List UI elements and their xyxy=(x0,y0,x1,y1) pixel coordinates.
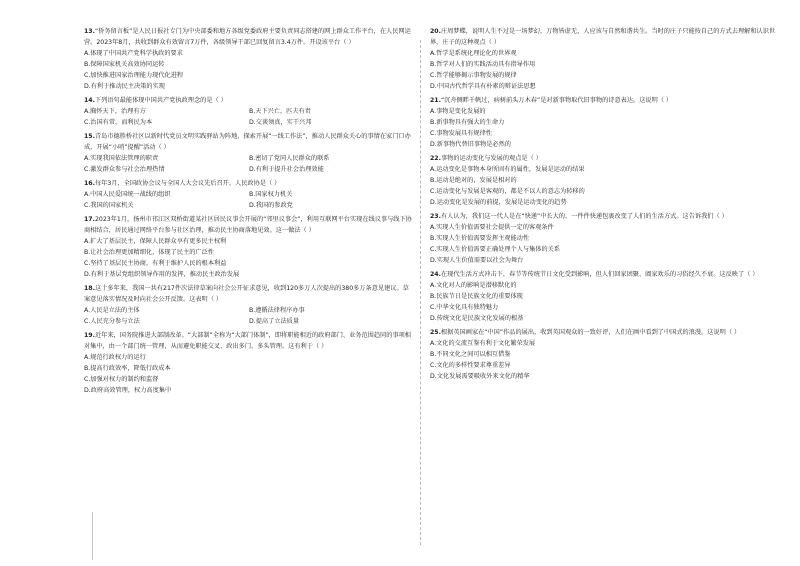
answer-option[interactable]: C.运动变化与发展是客观的，都是不以人的意志为转移的 xyxy=(430,188,585,195)
option-list xyxy=(84,305,414,327)
answer-option[interactable]: B.运动是绝对的，发展是相对的 xyxy=(430,177,517,184)
question-number: 21. xyxy=(430,97,441,104)
question-stem xyxy=(430,26,782,48)
answer-option[interactable]: D.有利于推动民主决策的实现 xyxy=(84,83,165,90)
question-stem xyxy=(84,330,414,352)
question-stem xyxy=(84,214,414,236)
question-stem xyxy=(84,178,414,189)
question-number: 24. xyxy=(430,271,441,278)
question-item xyxy=(84,95,414,128)
option-list xyxy=(84,352,414,396)
question-item xyxy=(430,211,782,266)
question-item xyxy=(84,330,414,396)
option-list xyxy=(84,48,414,92)
answer-option[interactable]: C.加强对权力的制约和监督 xyxy=(84,376,159,383)
question-text: 在现代生活方式冲击下，春节等传统节日文化受到影响，但人们回家团聚、阖家欢乐的习俗经久不衰。这反映了（ ） xyxy=(440,271,759,278)
answer-option[interactable]: B.天下兴亡，匹夫有责 xyxy=(249,108,311,115)
column-divider xyxy=(420,40,421,545)
question-number: 17. xyxy=(84,216,95,223)
option-list xyxy=(84,189,414,211)
option-list xyxy=(430,222,782,266)
question-number: 13. xyxy=(84,28,95,35)
question-text: 事物的运动变化与发展的观点是（ ） xyxy=(440,155,542,162)
question-stem xyxy=(84,95,414,106)
question-stem xyxy=(84,283,414,305)
option-list xyxy=(430,338,782,382)
answer-option[interactable]: A.规范行政权力的运行 xyxy=(84,354,146,361)
answer-option[interactable]: D.提高了立法质量 xyxy=(249,318,300,325)
option-list xyxy=(430,48,782,92)
answer-option[interactable]: B.让社会治理更加精细化，体现了民主的广泛性 xyxy=(84,249,214,256)
right-column xyxy=(430,26,782,385)
option-list xyxy=(430,280,782,324)
answer-option[interactable]: D.政府高效管理，权力高度集中 xyxy=(84,387,172,394)
answer-option[interactable]: B.民族节日是民族文化的重要体现 xyxy=(430,293,523,300)
question-stem xyxy=(430,269,782,280)
answer-option[interactable]: A.中国人民爱国统一战线的组织 xyxy=(84,191,171,198)
question-text: 每年3月，全国政协会议与全国人大会议先后召开。人民政协是（ ） xyxy=(94,180,281,187)
answer-option[interactable]: D.文化发展需要吸收外来文化的精华 xyxy=(430,373,530,380)
question-text: “沉舟侧畔千帆过，病树前头万木春”是对新事物取代旧事物的诗意表达。这说明（ ） xyxy=(440,97,673,104)
answer-option[interactable]: B.新事物具有强大的生命力 xyxy=(430,119,505,126)
answer-option[interactable]: B.国家权力机关 xyxy=(249,191,293,198)
question-number: 22. xyxy=(430,155,441,162)
question-stem xyxy=(84,26,414,48)
question-number: 15. xyxy=(84,133,95,140)
question-item xyxy=(430,26,782,92)
question-number: 16. xyxy=(84,180,95,187)
answer-option[interactable]: A.运动变化是事物本身所固有的属性，发展是运动的结果 xyxy=(430,166,585,173)
answer-option[interactable]: A.事物是变化发展的 xyxy=(430,108,486,115)
option-list xyxy=(430,164,782,208)
answer-option[interactable]: A.扩大了基层民主，保障人民群众享有更多民主权利 xyxy=(84,238,227,245)
option-list xyxy=(84,153,414,175)
question-text: “侨务留言板”是人民日报社专门为中央部委和地方各级党委政府主要负责同志搭建的网上群众工作平台，在人民网运营。2023年8月，共收到群众有效留言7万件，各级领导干部已回复留言3.4万件。开设该平台（ ） xyxy=(84,28,411,46)
question-text: 下列语句最能体现中国共产党执政理念的是（ ） xyxy=(94,97,227,104)
answer-option[interactable]: B.哲学对人们的实践活动具有指导作用 xyxy=(430,61,536,68)
question-stem xyxy=(430,327,782,338)
answer-option[interactable]: C.激发群众参与社会治理热情 xyxy=(84,166,165,173)
question-text: 这十多年来，我国一共有217件次法律草案向社会公开征求意见，收到120多万人次提出的380多万条意见建议。草案意见落实情况及时向社会公开反馈。这表明（ ） xyxy=(84,285,409,303)
question-item xyxy=(84,283,414,327)
option-list xyxy=(430,106,782,150)
answer-option[interactable]: B.密切了党同人民群众的联系 xyxy=(249,155,330,162)
left-column xyxy=(84,26,414,399)
question-text: 2023年1月，扬州市邗江区双桥街道某社区居民议事会开展的“邻里议事会”，利用互联网平台实现在线议事与线下协商相结合，居民通过网络平台参与社区治理，推动民主协商落地见效。这一做法（ ） xyxy=(84,216,412,234)
option-list xyxy=(84,106,414,128)
question-text: 有人认为，我们这一代人是在“快递”中长大的，一件件快递包裹改变了人们的生活方式。这告诉我们（ ） xyxy=(440,213,728,220)
answer-option[interactable]: C.我国的国家机关 xyxy=(84,202,134,209)
answer-option[interactable]: C.人民充分参与立法 xyxy=(84,318,140,325)
answer-option[interactable]: A.实现我国依法管理的职责 xyxy=(84,155,159,162)
question-stem xyxy=(430,153,782,164)
answer-option[interactable]: C.治国有常，而利民为本 xyxy=(84,119,153,126)
answer-option[interactable]: D.有利于提升社会治理效能 xyxy=(249,166,324,173)
question-item xyxy=(84,131,414,175)
answer-option[interactable]: D.我国的参政党 xyxy=(249,202,293,209)
question-item xyxy=(84,214,414,280)
answer-option[interactable]: D.新事物代替旧事物是必然的 xyxy=(430,141,511,148)
answer-option[interactable]: D.实现人生价值需要以社会为舞台 xyxy=(430,257,524,264)
answer-option[interactable]: C.哲学能够揭示事物发展的规律 xyxy=(430,72,517,79)
answer-option[interactable]: C.文化的多样性要求尊重差异 xyxy=(430,362,511,369)
answer-option[interactable]: A.文化的交流互鉴有利于文化繁荣发展 xyxy=(430,340,536,347)
answer-option[interactable]: A.文化对人的影响是潜移默化的 xyxy=(430,282,517,289)
answer-option[interactable]: A.胸怀天下，治理有方 xyxy=(84,108,146,115)
answer-option[interactable]: A.实现人生价值需要社会提供一定的客观条件 xyxy=(430,224,554,231)
question-text: 根据英国画家在“中国”作品的展出，收到英国观众的一致好评，人们在画中看到了中国式的浪漫。这说明（ ） xyxy=(440,329,741,336)
answer-option[interactable]: C.实现人生价值需要正确处理个人与集体的关系 xyxy=(430,246,561,253)
question-number: 25. xyxy=(430,329,441,336)
question-number: 20. xyxy=(430,28,441,35)
question-text: 近年来，国务院推进大部制改革。“大部制”全称为“大部门体制”，即将职能相近的政府部门、业务范围趋同的事项相对集中，由一个部门统一管理，从而避免职能交叉、政出多门、多头管理。这有利于（ ） xyxy=(84,332,411,350)
binding-line xyxy=(92,512,93,560)
answer-option[interactable]: D.中国古代哲学具有朴素的辩证法思想 xyxy=(430,83,536,90)
answer-option[interactable]: C.加快推进国家治理能力现代化进程 xyxy=(84,72,184,79)
question-stem xyxy=(430,211,782,222)
answer-option[interactable]: A.哲学是系统化理论化的世界观 xyxy=(430,50,517,57)
answer-option[interactable]: B.提高行政效率，降低行政成本 xyxy=(84,365,171,372)
question-text: 青岛市德胜桥社区以新时代党员文明实践驿站为阵地，探索开展“一线工作法”，推动人民群众关心的事情在家门口办成，开展“小哨”提醒”活动（ ） xyxy=(84,133,411,151)
question-stem xyxy=(84,131,414,153)
answer-option[interactable]: C.坚持了基层民主协商，有利于维护人民的根本利益 xyxy=(84,260,227,267)
option-list xyxy=(84,236,414,280)
answer-option[interactable]: B.遵循法律程序办事 xyxy=(249,307,305,314)
question-item xyxy=(430,95,782,150)
question-text: 庄周梦蝶，说明人生不过是一场梦幻，万物皆虚无，人应该与自然和谐共生。当时的庄子只能按自己的方式去理解和认识世界，庄子的这种观点（ ） xyxy=(430,28,776,46)
question-number: 18. xyxy=(84,285,95,292)
answer-option[interactable]: B.不同文化之间可以相互借鉴 xyxy=(430,351,511,358)
question-item xyxy=(430,327,782,382)
answer-option[interactable]: D.传统文化是民族文化发展的根基 xyxy=(430,315,524,322)
answer-option[interactable]: A.体现了中国共产党科学执政的要求 xyxy=(84,50,183,57)
question-stem xyxy=(430,95,782,106)
question-number: 14. xyxy=(84,97,95,104)
answer-option[interactable]: C.事物发展具有规律性 xyxy=(430,130,492,137)
question-item xyxy=(430,153,782,208)
answer-option[interactable]: D.有利于基层党组织领导作用的发挥，推动民主政治发展 xyxy=(84,271,240,278)
answer-option[interactable]: B.保障国家机关高效协同运转 xyxy=(84,61,165,68)
answer-option[interactable]: B.实现人生价值需要发挥主观能动性 xyxy=(430,235,530,242)
question-number: 19. xyxy=(84,332,95,339)
answer-option[interactable]: A.人民是立法的主体 xyxy=(84,307,140,314)
answer-option[interactable]: D.运动变化是发展的前提，发展是运动变化的趋势 xyxy=(430,199,567,206)
question-item xyxy=(84,178,414,211)
answer-option[interactable]: C.中华文化具有独特魅力 xyxy=(430,304,499,311)
answer-option[interactable]: D.交谈须真，实干兴邦 xyxy=(249,119,312,126)
question-number: 23. xyxy=(430,213,441,220)
question-item xyxy=(430,269,782,324)
question-item xyxy=(84,26,414,92)
